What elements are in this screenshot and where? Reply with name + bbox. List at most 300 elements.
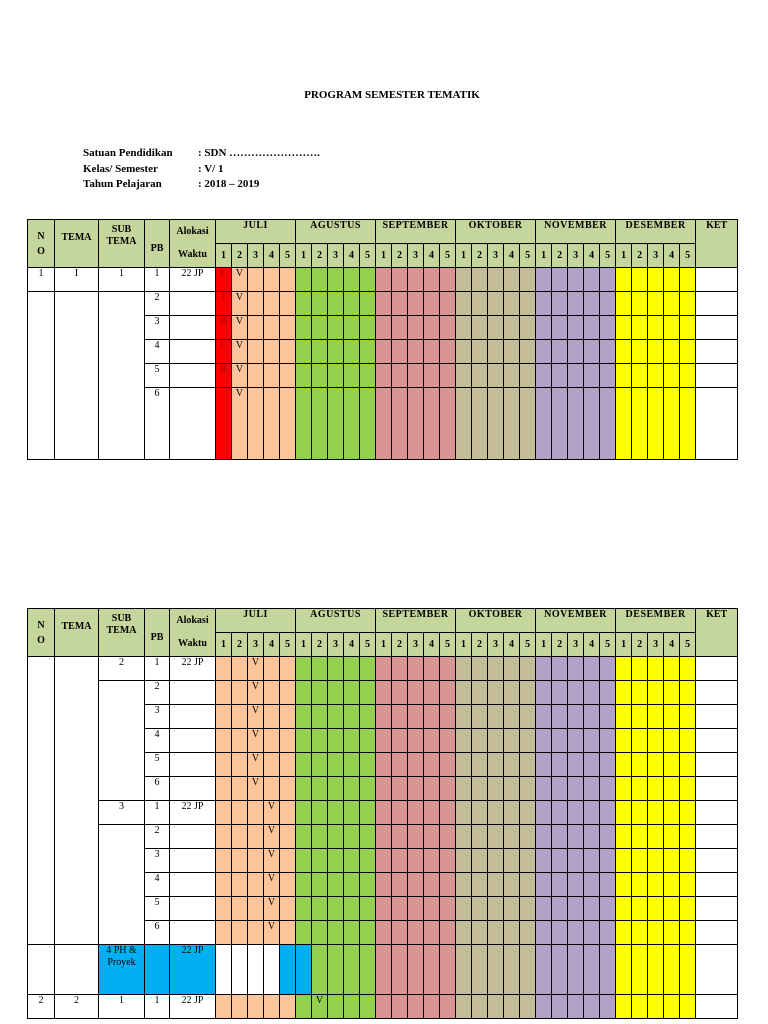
week-cell — [456, 873, 472, 897]
week-cell — [248, 364, 264, 388]
week-cell — [680, 340, 696, 364]
week-cell — [600, 705, 616, 729]
week-cell — [376, 364, 392, 388]
header-week: 4 — [664, 633, 680, 657]
week-cell — [680, 777, 696, 801]
week-cell — [328, 849, 344, 873]
week-cell — [648, 388, 664, 460]
week-cell — [424, 388, 440, 460]
cell-pb: 1 — [145, 657, 170, 681]
header-week: 1 — [216, 244, 232, 268]
week-cell — [360, 705, 376, 729]
week-cell — [344, 705, 360, 729]
cell-ket — [696, 849, 738, 873]
week-cell — [392, 945, 408, 995]
week-cell — [280, 388, 296, 460]
week-cell — [296, 995, 312, 1019]
cell-ket — [696, 705, 738, 729]
week-cell — [552, 945, 568, 995]
week-cell — [680, 705, 696, 729]
cell-no — [28, 945, 55, 995]
week-cell — [520, 921, 536, 945]
header-pb: PB — [145, 609, 170, 657]
week-cell — [632, 825, 648, 849]
cell-alokasi: 22 JP — [170, 995, 216, 1019]
week-cell — [456, 340, 472, 364]
week-cell — [424, 825, 440, 849]
week-cell — [520, 729, 536, 753]
cell-pb: 5 — [145, 897, 170, 921]
week-cell — [248, 921, 264, 945]
info-label: Kelas/ Semester — [83, 162, 158, 175]
week-cell — [568, 316, 584, 340]
week-cell — [360, 364, 376, 388]
week-cell — [456, 897, 472, 921]
week-cell — [392, 681, 408, 705]
week-cell — [280, 849, 296, 873]
week-cell — [360, 873, 376, 897]
cell-ket — [696, 921, 738, 945]
week-cell — [568, 873, 584, 897]
cell-alokasi — [170, 921, 216, 945]
week-cell — [632, 921, 648, 945]
week-cell — [648, 681, 664, 705]
week-cell — [552, 705, 568, 729]
week-cell — [472, 777, 488, 801]
week-cell — [424, 268, 440, 292]
week-cell — [312, 873, 328, 897]
week-cell — [392, 292, 408, 316]
week-cell — [680, 801, 696, 825]
week-cell — [552, 268, 568, 292]
week-cell — [520, 340, 536, 364]
week-cell — [280, 897, 296, 921]
week-cell — [296, 681, 312, 705]
header-week: 3 — [408, 633, 424, 657]
week-cell — [216, 897, 232, 921]
week-cell — [520, 897, 536, 921]
header-week: 4 — [424, 244, 440, 268]
header-week: 5 — [280, 244, 296, 268]
week-cell — [232, 995, 248, 1019]
week-cell — [568, 777, 584, 801]
week-cell — [488, 705, 504, 729]
cell-pb: 3 — [145, 705, 170, 729]
week-cell — [504, 316, 520, 340]
week-cell — [632, 995, 648, 1019]
week-cell — [360, 777, 376, 801]
week-cell — [456, 753, 472, 777]
week-cell — [600, 945, 616, 995]
week-cell — [440, 777, 456, 801]
week-cell — [216, 753, 232, 777]
week-cell — [568, 340, 584, 364]
week-cell — [344, 657, 360, 681]
week-cell — [600, 777, 616, 801]
week-cell — [392, 268, 408, 292]
cell-alokasi: 22 JP — [170, 945, 216, 995]
week-cell — [248, 316, 264, 340]
week-cell — [680, 995, 696, 1019]
header-week: 4 — [584, 633, 600, 657]
week-mark: V — [264, 825, 280, 849]
info-row — [83, 146, 320, 162]
week-cell — [232, 825, 248, 849]
week-cell — [488, 995, 504, 1019]
week-cell — [248, 849, 264, 873]
week-cell — [296, 825, 312, 849]
week-cell — [616, 921, 632, 945]
week-cell — [312, 340, 328, 364]
week-cell — [344, 364, 360, 388]
cell-ket — [696, 777, 738, 801]
week-cell — [232, 897, 248, 921]
week-cell — [232, 657, 248, 681]
week-cell — [600, 292, 616, 316]
week-cell — [392, 801, 408, 825]
week-cell — [344, 388, 360, 460]
cell-pb: 4 — [145, 729, 170, 753]
week-cell — [488, 681, 504, 705]
week-cell — [264, 268, 280, 292]
header-week: 5 — [440, 244, 456, 268]
week-cell — [488, 292, 504, 316]
week-cell — [632, 657, 648, 681]
week-cell — [328, 777, 344, 801]
week-cell — [424, 340, 440, 364]
week-cell — [472, 268, 488, 292]
week-cell — [584, 316, 600, 340]
week-cell — [472, 995, 488, 1019]
week-cell — [376, 388, 392, 460]
week-cell — [472, 316, 488, 340]
week-cell — [424, 753, 440, 777]
week-cell — [584, 873, 600, 897]
week-cell — [680, 945, 696, 995]
week-cell — [600, 681, 616, 705]
week-cell — [264, 729, 280, 753]
week-cell — [296, 340, 312, 364]
cell-pb: 6 — [145, 388, 170, 460]
week-cell — [264, 705, 280, 729]
info-value: : SDN ……………………. — [198, 147, 320, 159]
week-cell — [328, 945, 344, 995]
week-cell — [376, 729, 392, 753]
week-cell — [504, 897, 520, 921]
week-cell — [344, 681, 360, 705]
week-cell — [504, 801, 520, 825]
week-cell — [600, 995, 616, 1019]
cell-alokasi — [170, 364, 216, 388]
week-cell — [648, 729, 664, 753]
week-cell — [424, 705, 440, 729]
header-week: 3 — [248, 244, 264, 268]
week-cell — [552, 681, 568, 705]
cell-tema — [55, 292, 99, 460]
week-cell — [360, 897, 376, 921]
week-cell — [488, 897, 504, 921]
cell-ket — [696, 995, 738, 1019]
cell-pb: 1 — [145, 801, 170, 825]
week-cell — [280, 995, 296, 1019]
week-mark: V — [248, 729, 264, 753]
week-cell — [296, 292, 312, 316]
week-cell — [376, 825, 392, 849]
header-week: 5 — [280, 633, 296, 657]
week-cell — [216, 681, 232, 705]
week-cell — [440, 705, 456, 729]
week-cell — [680, 729, 696, 753]
week-cell — [232, 681, 248, 705]
week-cell — [408, 801, 424, 825]
week-cell — [424, 292, 440, 316]
week-cell — [552, 995, 568, 1019]
header-week: 5 — [520, 244, 536, 268]
week-cell — [296, 364, 312, 388]
week-mark: V — [232, 364, 248, 388]
week-cell — [264, 292, 280, 316]
cell-alokasi — [170, 849, 216, 873]
week-cell — [472, 921, 488, 945]
header-week: 2 — [312, 633, 328, 657]
week-cell — [616, 945, 632, 995]
header-week: 3 — [648, 244, 664, 268]
header-week: 3 — [408, 244, 424, 268]
week-cell — [600, 753, 616, 777]
header-month: NOVEMBER — [536, 609, 616, 633]
week-cell — [616, 995, 632, 1019]
week-cell — [616, 705, 632, 729]
week-cell — [392, 316, 408, 340]
week-cell — [600, 268, 616, 292]
week-cell — [216, 777, 232, 801]
week-cell — [520, 825, 536, 849]
week-cell — [248, 340, 264, 364]
week-cell — [680, 753, 696, 777]
week-cell — [376, 801, 392, 825]
week-cell — [408, 292, 424, 316]
week-cell — [312, 292, 328, 316]
week-cell — [344, 945, 360, 995]
week-cell — [328, 897, 344, 921]
week-cell — [632, 729, 648, 753]
header-ket: KET — [696, 220, 738, 268]
cell-ket — [696, 316, 738, 340]
libur-cell: R — [216, 364, 232, 388]
week-cell — [632, 777, 648, 801]
week-cell — [312, 753, 328, 777]
week-cell — [376, 921, 392, 945]
week-cell — [584, 995, 600, 1019]
week-mark: V — [264, 801, 280, 825]
week-cell — [344, 729, 360, 753]
week-cell — [680, 897, 696, 921]
week-cell — [536, 316, 552, 340]
week-cell — [376, 340, 392, 364]
week-cell — [440, 316, 456, 340]
week-cell — [312, 316, 328, 340]
cell-ket — [696, 945, 738, 995]
week-cell — [664, 364, 680, 388]
week-cell — [568, 388, 584, 460]
week-cell — [520, 316, 536, 340]
cell-alokasi — [170, 705, 216, 729]
week-cell — [312, 921, 328, 945]
week-cell — [568, 268, 584, 292]
week-cell — [424, 364, 440, 388]
week-cell — [296, 897, 312, 921]
week-cell — [488, 340, 504, 364]
week-cell — [424, 316, 440, 340]
week-cell — [408, 657, 424, 681]
week-cell — [296, 801, 312, 825]
week-cell — [664, 777, 680, 801]
week-cell — [616, 292, 632, 316]
week-cell — [632, 945, 648, 995]
week-mark: V — [264, 921, 280, 945]
header-week: 1 — [296, 244, 312, 268]
week-cell — [504, 995, 520, 1019]
week-cell — [392, 825, 408, 849]
header-subtema: SUB TEMA — [99, 609, 145, 657]
week-cell — [376, 995, 392, 1019]
week-cell — [344, 849, 360, 873]
week-cell — [504, 292, 520, 316]
week-cell — [600, 873, 616, 897]
week-cell — [232, 705, 248, 729]
header-week: 3 — [568, 633, 584, 657]
cell-pb — [145, 945, 170, 995]
week-cell — [504, 340, 520, 364]
week-cell — [376, 681, 392, 705]
header-week: 5 — [600, 633, 616, 657]
week-cell — [504, 657, 520, 681]
week-cell — [360, 995, 376, 1019]
week-mark: V — [248, 657, 264, 681]
week-cell — [504, 945, 520, 995]
week-cell — [456, 801, 472, 825]
cell-subtema: 1 — [99, 268, 145, 292]
week-cell — [392, 777, 408, 801]
week-cell — [552, 777, 568, 801]
info-label: Tahun Pelajaran — [83, 178, 162, 190]
week-cell — [664, 753, 680, 777]
week-cell — [664, 801, 680, 825]
week-cell — [472, 340, 488, 364]
week-cell — [536, 801, 552, 825]
week-cell — [344, 825, 360, 849]
week-cell — [584, 292, 600, 316]
week-cell — [664, 388, 680, 460]
header-week: 3 — [248, 633, 264, 657]
week-cell — [568, 921, 584, 945]
week-cell — [568, 657, 584, 681]
week-cell — [648, 897, 664, 921]
week-cell — [504, 777, 520, 801]
cell-tema — [55, 657, 99, 945]
week-cell — [664, 705, 680, 729]
week-cell — [472, 292, 488, 316]
week-cell — [680, 388, 696, 460]
week-cell — [216, 705, 232, 729]
cell-ket — [696, 873, 738, 897]
week-cell — [472, 753, 488, 777]
week-cell — [280, 801, 296, 825]
week-cell — [536, 657, 552, 681]
header-no: N O — [28, 220, 55, 268]
week-cell — [392, 753, 408, 777]
cell-alokasi — [170, 777, 216, 801]
info-row — [83, 162, 320, 178]
header-week: 2 — [392, 244, 408, 268]
week-cell — [536, 921, 552, 945]
week-cell — [312, 945, 328, 995]
week-cell — [648, 292, 664, 316]
info-row — [83, 177, 320, 193]
week-cell — [344, 897, 360, 921]
week-cell — [648, 268, 664, 292]
week-cell — [568, 753, 584, 777]
week-cell — [248, 268, 264, 292]
week-cell — [280, 705, 296, 729]
week-cell — [552, 388, 568, 460]
week-cell — [520, 388, 536, 460]
info-value: : 2018 – 2019 — [198, 178, 260, 190]
week-cell — [584, 849, 600, 873]
week-cell — [584, 681, 600, 705]
week-cell — [648, 364, 664, 388]
week-cell — [360, 340, 376, 364]
header-no: N O — [28, 609, 55, 657]
week-cell — [648, 995, 664, 1019]
cell-subtema — [99, 292, 145, 460]
week-cell — [488, 801, 504, 825]
week-cell — [472, 705, 488, 729]
libur-cell: U — [216, 340, 232, 364]
header-ket: KET — [696, 609, 738, 657]
week-cell — [424, 729, 440, 753]
week-cell — [552, 292, 568, 316]
page-title: PROGRAM SEMESTER TEMATIK — [304, 89, 480, 101]
week-cell — [520, 705, 536, 729]
cell-pb: 6 — [145, 921, 170, 945]
week-cell — [248, 388, 264, 460]
week-cell — [328, 388, 344, 460]
week-cell — [472, 801, 488, 825]
header-week: 1 — [456, 244, 472, 268]
header-month: AGUSTUS — [296, 609, 376, 633]
week-cell — [280, 292, 296, 316]
cell-pb: 5 — [145, 753, 170, 777]
week-cell — [440, 873, 456, 897]
week-cell — [328, 873, 344, 897]
header-week: 4 — [504, 633, 520, 657]
week-cell — [216, 825, 232, 849]
week-cell — [408, 705, 424, 729]
header-month: DESEMBER — [616, 609, 696, 633]
week-cell — [280, 340, 296, 364]
week-cell — [536, 849, 552, 873]
week-cell — [632, 340, 648, 364]
week-cell — [440, 340, 456, 364]
schedule-table-2 — [27, 608, 738, 1019]
week-cell — [344, 753, 360, 777]
week-cell — [664, 945, 680, 995]
document-info — [83, 146, 320, 193]
week-cell — [296, 388, 312, 460]
week-cell — [408, 316, 424, 340]
week-cell — [456, 364, 472, 388]
